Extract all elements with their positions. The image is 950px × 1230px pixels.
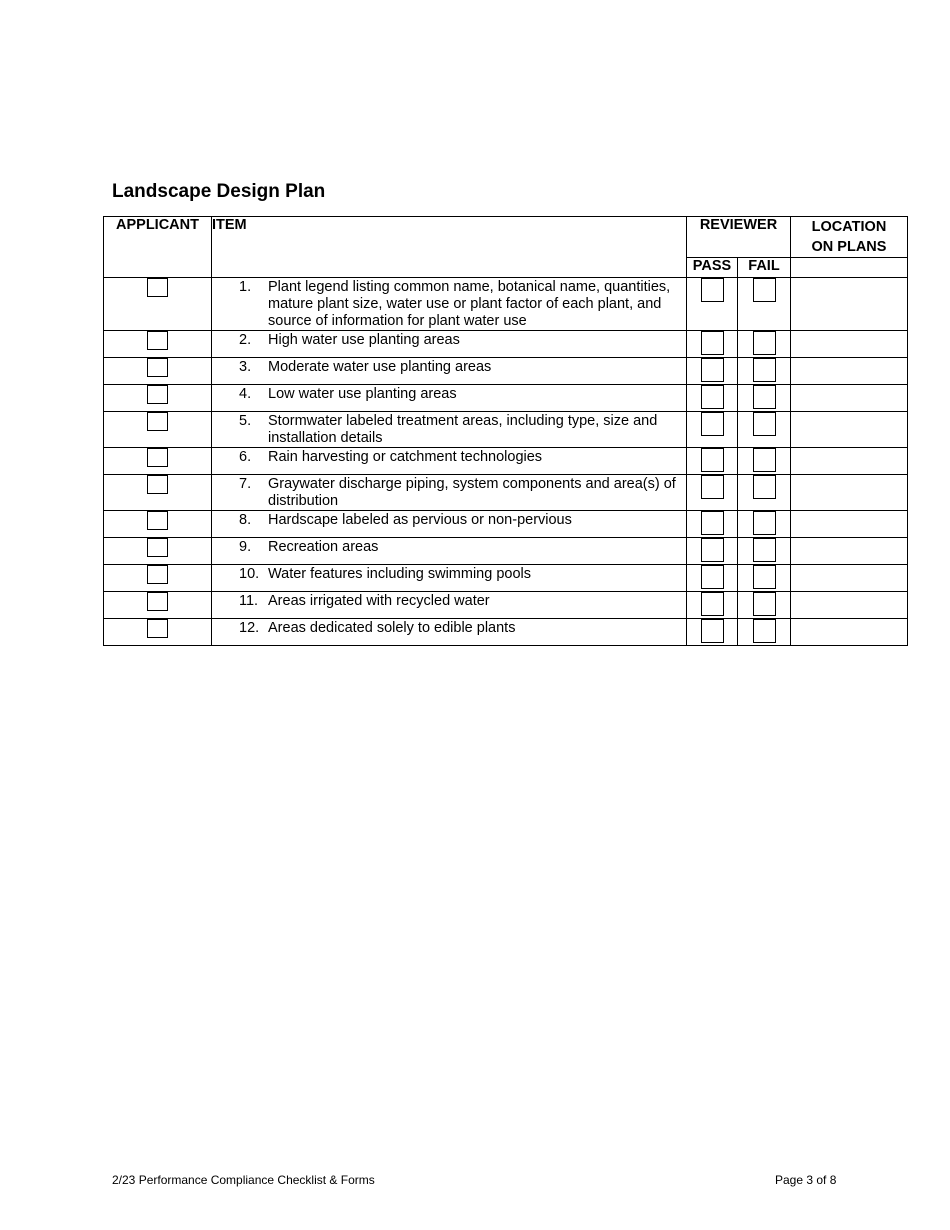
item-text: High water use planting areas	[268, 332, 460, 348]
item-cell	[212, 331, 687, 358]
fail-checkbox[interactable]	[753, 448, 776, 472]
item-number: 8.	[239, 512, 252, 528]
pass-cell	[687, 565, 738, 592]
item-cell	[212, 511, 687, 538]
fail-checkbox[interactable]	[753, 538, 776, 562]
item-cell	[212, 592, 687, 619]
pass-cell	[687, 331, 738, 358]
item-text: Hardscape labeled as pervious or non-pervious	[268, 512, 572, 528]
pass-checkbox[interactable]	[701, 448, 724, 472]
applicant-cell	[104, 331, 212, 358]
item-cell	[212, 412, 687, 448]
page-title: Landscape Design Plan	[112, 181, 326, 202]
footer-title: 2/23 Performance Compliance Checklist & Forms	[112, 1173, 375, 1187]
pass-checkbox[interactable]	[701, 619, 724, 643]
header-location	[791, 217, 908, 258]
header-location-line1: LOCATION	[811, 219, 887, 235]
table-row	[104, 538, 908, 565]
item-text: Water features including swimming pools	[268, 566, 531, 582]
item-number: 3.	[239, 359, 252, 375]
applicant-cell	[104, 565, 212, 592]
location-cell[interactable]	[791, 565, 908, 592]
pass-cell	[687, 511, 738, 538]
table-row	[104, 448, 908, 475]
fail-checkbox[interactable]	[753, 385, 776, 409]
item-text: Areas irrigated with recycled water	[268, 593, 490, 609]
pass-checkbox[interactable]	[701, 278, 724, 302]
location-cell[interactable]	[791, 475, 908, 511]
pass-cell	[687, 358, 738, 385]
fail-checkbox[interactable]	[753, 511, 776, 535]
pass-checkbox[interactable]	[701, 385, 724, 409]
applicant-checkbox[interactable]	[147, 619, 168, 638]
fail-cell	[738, 448, 791, 475]
fail-checkbox[interactable]	[753, 619, 776, 643]
item-cell	[212, 538, 687, 565]
pass-checkbox[interactable]	[701, 331, 724, 355]
location-cell[interactable]	[791, 385, 908, 412]
table-row	[104, 358, 908, 385]
table-row	[104, 331, 908, 358]
location-cell[interactable]	[791, 592, 908, 619]
item-number: 11.	[239, 593, 259, 609]
header-pass: PASS	[687, 258, 738, 278]
item-cell	[212, 278, 687, 331]
pass-cell	[687, 475, 738, 511]
applicant-cell	[104, 619, 212, 646]
item-cell	[212, 475, 687, 511]
item-number: 5.	[239, 413, 252, 429]
item-number: 9.	[239, 539, 252, 555]
applicant-checkbox[interactable]	[147, 538, 168, 557]
pass-cell	[687, 592, 738, 619]
applicant-checkbox[interactable]	[147, 475, 168, 494]
item-cell	[212, 619, 687, 646]
item-number: 10.	[239, 566, 260, 582]
pass-checkbox[interactable]	[701, 475, 724, 499]
pass-cell	[687, 278, 738, 331]
pass-checkbox[interactable]	[701, 412, 724, 436]
table-row	[104, 278, 908, 331]
pass-cell	[687, 412, 738, 448]
applicant-checkbox[interactable]	[147, 448, 168, 467]
fail-cell	[738, 511, 791, 538]
table-row	[104, 565, 908, 592]
item-number: 7.	[239, 476, 252, 492]
fail-cell	[738, 278, 791, 331]
applicant-checkbox[interactable]	[147, 412, 168, 431]
applicant-cell	[104, 278, 212, 331]
applicant-checkbox[interactable]	[147, 565, 168, 584]
applicant-checkbox[interactable]	[147, 511, 168, 530]
item-cell	[212, 448, 687, 475]
fail-checkbox[interactable]	[753, 278, 776, 302]
fail-checkbox[interactable]	[753, 331, 776, 355]
location-cell[interactable]	[791, 448, 908, 475]
item-text: Areas dedicated solely to edible plants	[268, 620, 516, 636]
pass-checkbox[interactable]	[701, 511, 724, 535]
fail-cell	[738, 565, 791, 592]
header-applicant: APPLICANT	[104, 217, 212, 278]
location-cell[interactable]	[791, 511, 908, 538]
applicant-cell	[104, 592, 212, 619]
location-cell[interactable]	[791, 538, 908, 565]
fail-cell	[738, 412, 791, 448]
applicant-cell	[104, 538, 212, 565]
fail-cell	[738, 331, 791, 358]
table-row	[104, 412, 908, 448]
pass-checkbox[interactable]	[701, 538, 724, 562]
item-text: Plant legend listing common name, botanical name, quantities, mature plant size, water use or plant factor of each plant, and source of information for plant water use	[268, 279, 671, 329]
header-location-line2: ON PLANS	[811, 239, 887, 255]
item-number: 6.	[239, 449, 252, 465]
item-cell	[212, 358, 687, 385]
fail-checkbox[interactable]	[753, 358, 776, 382]
applicant-cell	[104, 511, 212, 538]
fail-cell	[738, 385, 791, 412]
location-cell[interactable]	[791, 619, 908, 646]
item-text: Low water use planting areas	[268, 386, 457, 402]
fail-cell	[738, 592, 791, 619]
pass-cell	[687, 385, 738, 412]
location-cell[interactable]	[791, 331, 908, 358]
pass-checkbox[interactable]	[701, 592, 724, 616]
pass-cell	[687, 538, 738, 565]
header-location-blank	[791, 258, 908, 278]
table-row	[104, 511, 908, 538]
applicant-checkbox[interactable]	[147, 358, 168, 377]
item-number: 1.	[239, 279, 252, 295]
table-row	[104, 385, 908, 412]
location-cell[interactable]	[791, 278, 908, 331]
applicant-checkbox[interactable]	[147, 331, 168, 350]
fail-cell	[738, 619, 791, 646]
applicant-checkbox[interactable]	[147, 278, 168, 297]
applicant-cell	[104, 385, 212, 412]
applicant-cell	[104, 448, 212, 475]
fail-cell	[738, 538, 791, 565]
item-text: Moderate water use planting areas	[268, 359, 492, 375]
item-text: Rain harvesting or catchment technologies	[268, 449, 543, 465]
checklist-table	[103, 216, 908, 646]
applicant-checkbox[interactable]	[147, 592, 168, 611]
item-number: 4.	[239, 386, 252, 402]
table-row	[104, 592, 908, 619]
pass-cell	[687, 448, 738, 475]
footer-page-number: Page 3 of 8	[775, 1173, 837, 1187]
pass-cell	[687, 619, 738, 646]
applicant-cell	[104, 475, 212, 511]
fail-checkbox[interactable]	[753, 475, 776, 499]
header-item: ITEM	[212, 217, 687, 278]
applicant-cell	[104, 358, 212, 385]
applicant-checkbox[interactable]	[147, 385, 168, 404]
pass-checkbox[interactable]	[701, 358, 724, 382]
fail-cell	[738, 358, 791, 385]
item-text: Stormwater labeled treatment areas, including type, size and installation details	[268, 413, 658, 446]
item-cell	[212, 565, 687, 592]
table-row	[104, 619, 908, 646]
fail-checkbox[interactable]	[753, 412, 776, 436]
item-cell	[212, 385, 687, 412]
applicant-cell	[104, 412, 212, 448]
table-row	[104, 475, 908, 511]
item-text: Recreation areas	[268, 539, 379, 555]
item-number: 12.	[239, 620, 260, 636]
location-cell[interactable]	[791, 358, 908, 385]
header-reviewer: REVIEWER	[687, 217, 791, 258]
fail-checkbox[interactable]	[753, 592, 776, 616]
item-number: 2.	[239, 332, 252, 348]
location-cell[interactable]	[791, 412, 908, 448]
fail-checkbox[interactable]	[753, 565, 776, 589]
pass-checkbox[interactable]	[701, 565, 724, 589]
item-text: Graywater discharge piping, system components and area(s) of distribution	[268, 476, 676, 509]
fail-cell	[738, 475, 791, 511]
header-fail: FAIL	[738, 258, 791, 278]
